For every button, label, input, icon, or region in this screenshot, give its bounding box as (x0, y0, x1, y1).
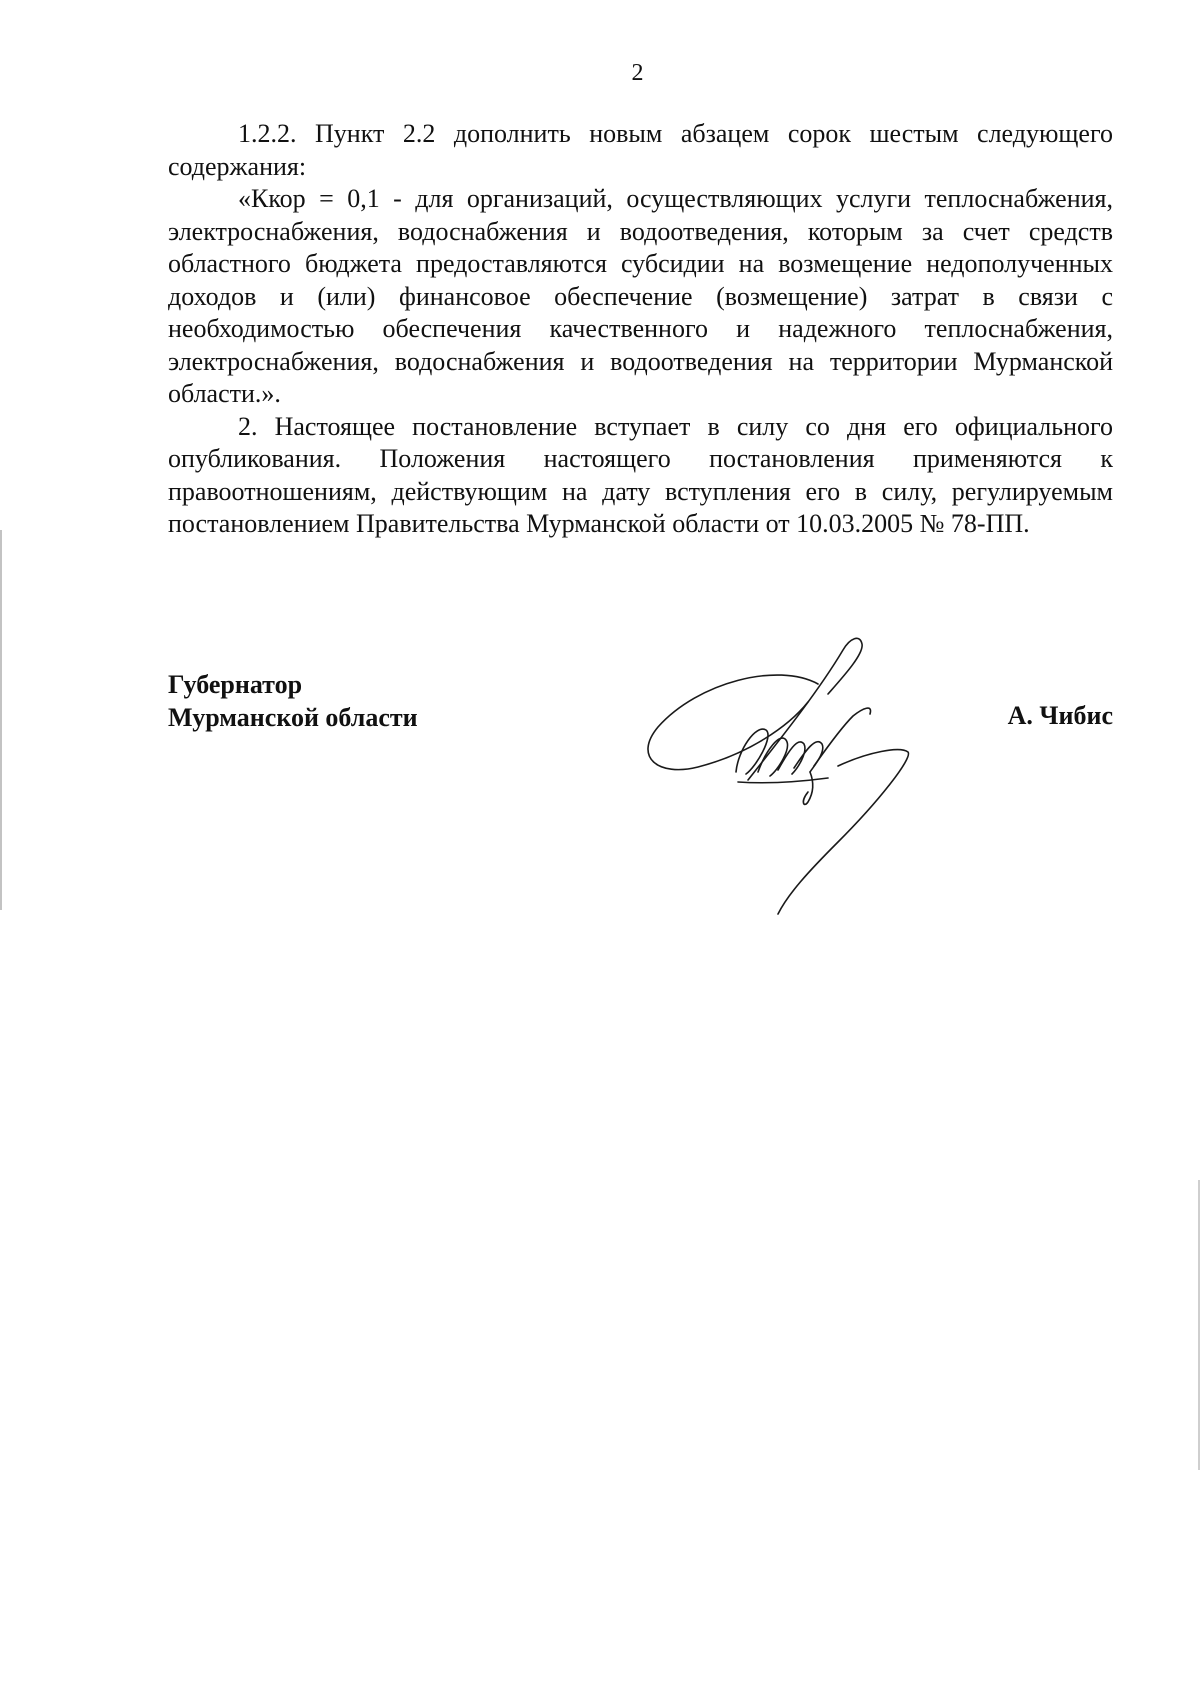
scan-edge-mark-left (0, 530, 2, 910)
page-number: 2 (631, 60, 644, 86)
paragraph-amendment-intro: 1.2.2. Пункт 2.2 дополнить новым абзацем сорок шестым следующего содержания: (168, 119, 1113, 181)
signatory-title (168, 668, 418, 734)
paragraph-effective-date: 2. Настоящее постановление вступает в силу со дня его официального опубликования. Положения настоящего постановления применяются к правоотношениям, действующим на дату вступления его в силу, регулируемым постановлением Правительства Мурманской области от 10.03.2005 № 78-ПП. (168, 411, 1113, 538)
signature-block (168, 668, 1113, 948)
paragraph-coefficient-text: «Ккор = 0,1 - для организаций, осуществляющих услуги теплоснабжения, электроснабжения, водоснабжения и водоотведения, которым за счет средств областного бюджета предоставляются субсидии на возмещение недополученных доходов и (или) финансовое обеспечение (возмещение) затрат в связи с необходимостью обеспечения качественного и надежного теплоснабжения, электроснабжения, водоснабжения и водоотведения на территории Мурманской области.». (168, 184, 1113, 408)
signatory-title-line2: Мурманской области (168, 703, 418, 732)
document-body (168, 118, 1113, 541)
signatory-name: А. Чибис (1007, 701, 1113, 730)
handwritten-signature (638, 632, 938, 922)
signatory-title-line1: Губернатор (168, 670, 303, 699)
